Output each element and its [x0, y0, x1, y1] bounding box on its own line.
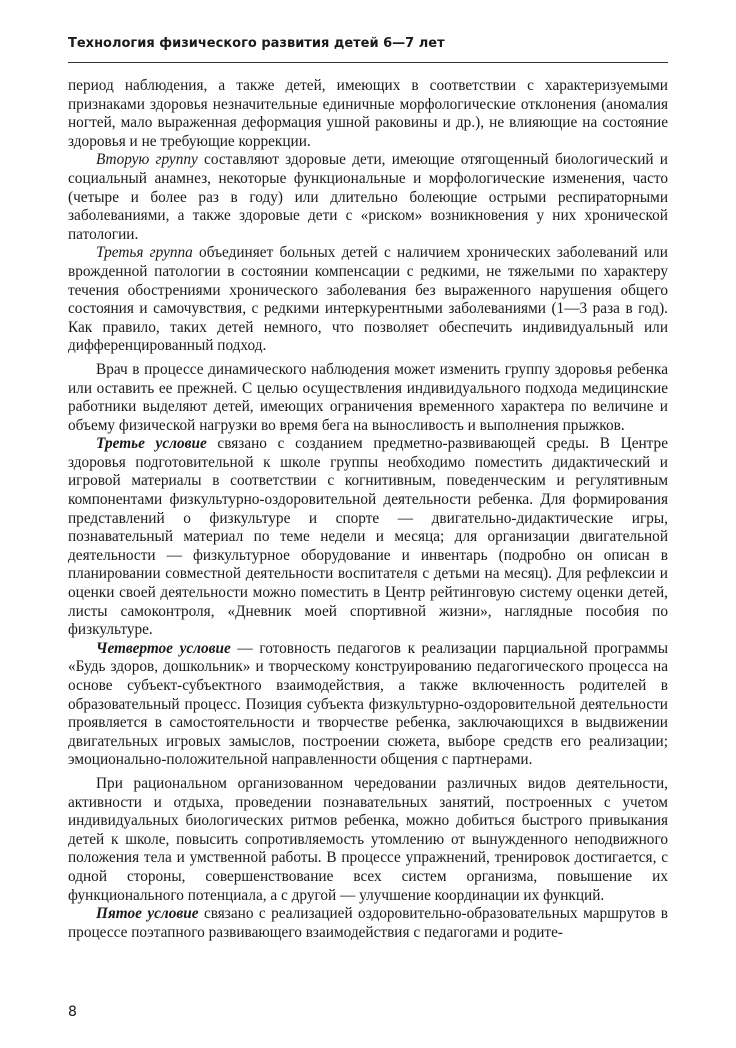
lead-term-second-group: Вторую группу: [96, 151, 198, 169]
paragraph-text: период наблюдения, а также детей, имеющих в соответствии с характеризуемыми признаками здоровья незначительные единичные морфологические отклонения (аномалия ногтей, мало выраженная деформация ушной раковины и др.), не влияющие на состояние здоровья и не требующие коррекции.: [68, 77, 668, 150]
paragraph-fourth-condition: [68, 640, 668, 770]
paragraph-group-1-continuation: [68, 77, 668, 151]
page-number: 8: [68, 1004, 77, 1020]
paragraph-second-group: [68, 151, 668, 244]
lead-term-third-condition: Третье условие: [96, 435, 207, 453]
paragraph-fifth-condition: [68, 905, 668, 942]
paragraph-text: — готовность педагогов к реализации парциальной программы «Будь здоров, дошкольник» и творческому конструированию педагогического процесса на основе субъект-субъектного взаимодействия, а также включенность родителей в образовательный процесс. Позиция субъекта физкультурно-оздоровительной деятельности проявляется в самостоятельности и творчестве ребенка, заключающихся в выдвижении двигательных игровых замыслов, построении сюжета, выборе средств его реализации; эмоционально-положительной направленности общения с партнерами.: [68, 639, 668, 769]
paragraph-third-condition: [68, 435, 668, 640]
paragraph-third-group: [68, 244, 668, 356]
body-text: [68, 77, 668, 942]
lead-term-fourth-condition: Четвертое условие: [96, 639, 231, 657]
paragraph-rational-organization: [68, 775, 668, 905]
paragraph-text: Врач в процессе динамического наблюдения может изменить группу здоровья ребенка или оставить ее прежней. С целью осуществления индивидуального подхода медицинские работники выделяют детей, имеющих ограничения временного характера по величине и объему физической нагрузки во время бега на выносливость и выполнения прыжков.: [68, 360, 668, 434]
paragraph-doctor: [68, 361, 668, 435]
running-head: Технология физического развития детей 6—7 лет: [68, 36, 445, 51]
header-rule: [68, 62, 668, 63]
paragraph-text: связано с созданием предметно-развивающей среды. В Центре здоровья подготовительной к школе группы необходимо поместить дидактический и игровой материалы в соответствии с когнитивным, поведенческим и регулятивным компонентами физкультурно-оздоровительной деятельности ребенка. Для формирования представлений о физкультуре и спорте — двигательно-дидактические игры, познавательный материал по теме недели и месяца; для организации двигательной деятельности — физкультурное оборудование и инвентарь (подробно он описан в планировании совместной деятельности воспитателя с детьми на месяц). Для рефлексии и оценки своей деятельности можно поместить в Центр рейтинговую систему оценки детей, листы самоконтроля, «Дневник моей спортивной жизни», наглядные пособия по физкультуре.: [68, 435, 668, 639]
lead-term-third-group: Третья группа: [96, 244, 193, 262]
lead-term-fifth-condition: Пятое условие: [96, 905, 199, 923]
paragraph-text: составляют здоровые дети, имеющие отягощенный биологический и социальный анамнез, некоторые функциональные и морфологические изменения, часто (четыре и более раз в году) или длительно болеющие острыми респираторными заболеваниями, а также здоровые дети с «риском» возникновения у них хронической патологии.: [68, 151, 668, 243]
paragraph-text: связано с реализацией оздоровительно-образовательных маршрутов в процессе поэтапного развивающего взаимодействия с педагогами и родите-: [68, 905, 668, 941]
paragraph-text: При рациональном организованном чередовании различных видов деятельности, активности и отдыха, проведении познавательных занятий, построенных с учетом индивидуальных биологических ритмов ребенка, можно добиться быстрого привыкания детей к школе, повысить сопротивляемость утомлению от вынужденного неподвижного положения тела и умственной работы. В процессе упражнений, тренировок достигается, с одной стороны, совершенствование всех систем организма, повышение их функционального потенциала, а с другой — улучшение координации их функций.: [68, 774, 668, 904]
paragraph-text: объединяет больных детей с наличием хронических заболеваний или врожденной патологии в состоянии компенсации с редкими, не тяжелыми по характеру течения обострениями хронического заболевания без выраженного нарушения общего состояния и самочувствия, с редкими интеркурентными заболеваниями (1—3 раза в год). Как правило, таких детей немного, что позволяет обеспечить индивидуальный или дифференцированный подход.: [68, 244, 668, 355]
